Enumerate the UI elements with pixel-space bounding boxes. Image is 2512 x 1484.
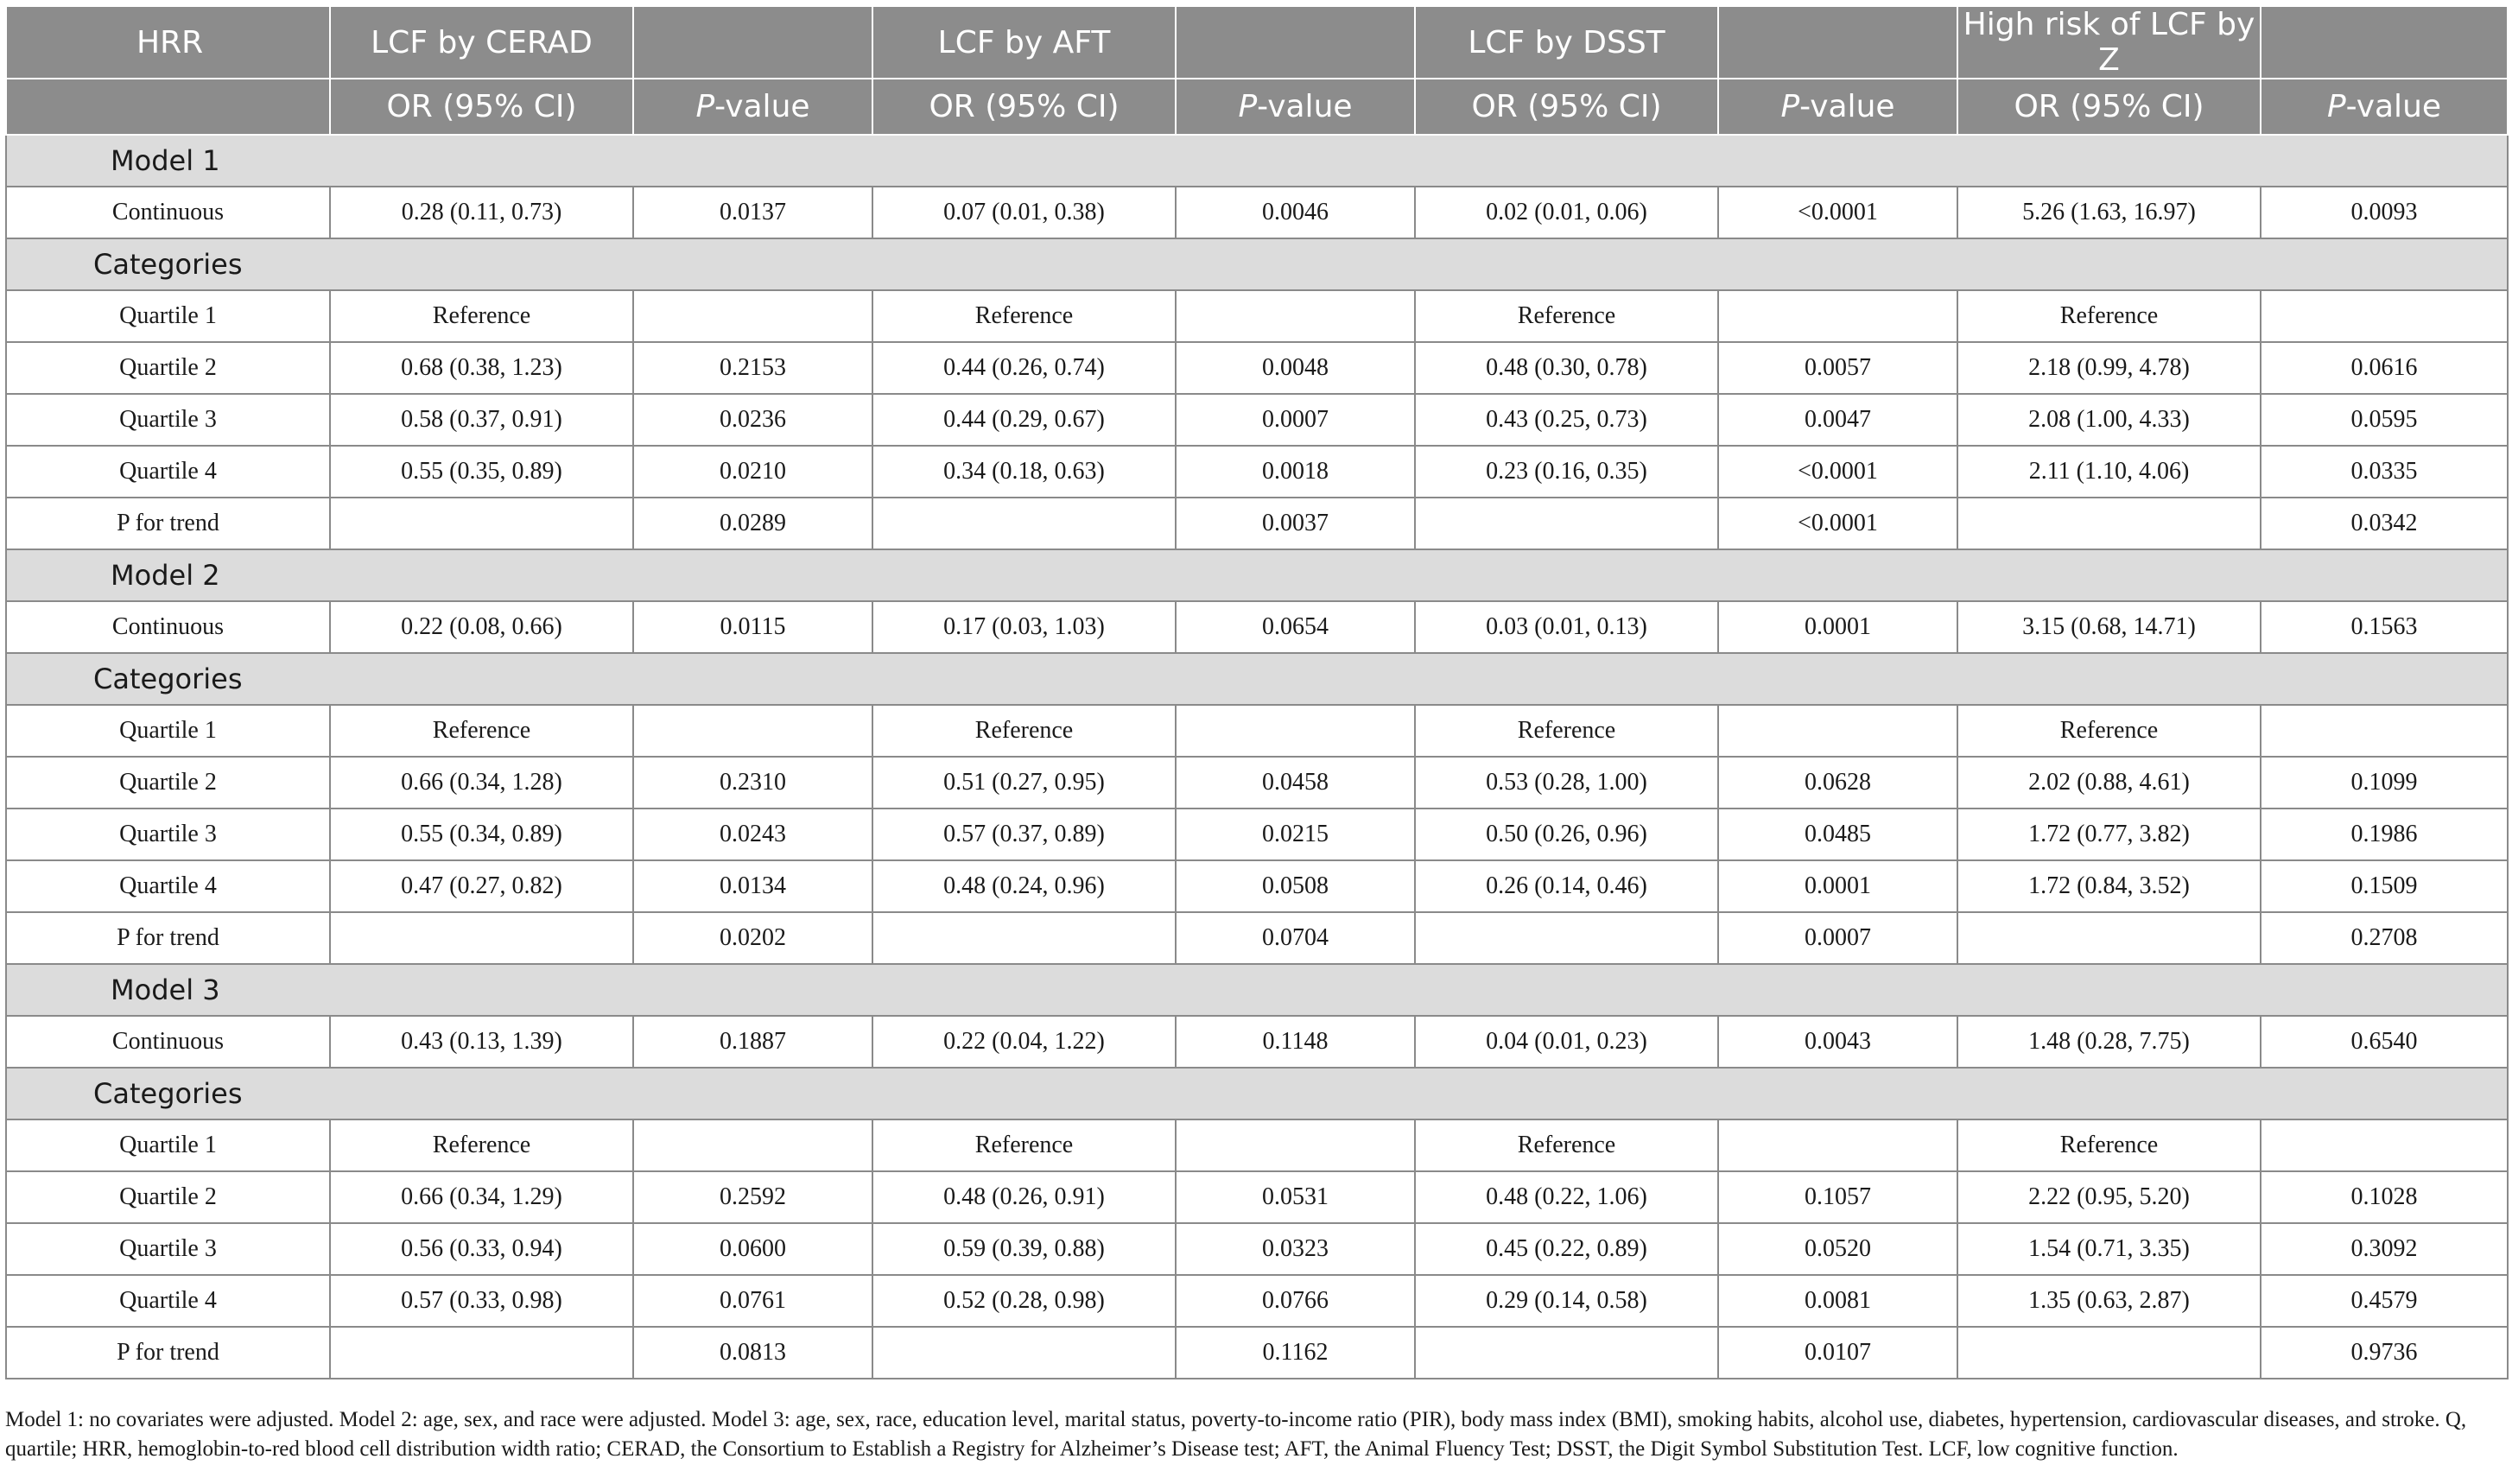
table-cell bbox=[1718, 705, 1957, 757]
table-cell: 0.23 (0.16, 0.35) bbox=[1415, 446, 1718, 498]
table-cell: 0.0202 bbox=[633, 912, 872, 964]
table-cell: 0.4579 bbox=[2261, 1275, 2508, 1327]
table-cell: 0.0335 bbox=[2261, 446, 2508, 498]
table-cell: 0.2592 bbox=[633, 1171, 872, 1223]
table-cell: 0.52 (0.28, 0.98) bbox=[872, 1275, 1176, 1327]
table-cell: 0.57 (0.37, 0.89) bbox=[872, 809, 1176, 860]
table-cell bbox=[633, 1119, 872, 1171]
row-label: Continuous bbox=[6, 1016, 330, 1068]
table-body bbox=[6, 135, 2508, 1379]
table-cell bbox=[1415, 1327, 1718, 1379]
table-cell: 0.07 (0.01, 0.38) bbox=[872, 187, 1176, 238]
table-cell: Reference bbox=[1957, 1119, 2261, 1171]
model-section bbox=[6, 549, 2508, 601]
p-suffix: -value bbox=[2345, 89, 2442, 124]
row-label: Quartile 2 bbox=[6, 1171, 330, 1223]
table-cell: 0.0654 bbox=[1176, 601, 1415, 653]
table-cell bbox=[330, 912, 633, 964]
table-cell: 1.72 (0.77, 3.82) bbox=[1957, 809, 2261, 860]
table-cell: 0.22 (0.08, 0.66) bbox=[330, 601, 633, 653]
table-cell: 0.0595 bbox=[2261, 394, 2508, 446]
table-cell: 2.02 (0.88, 4.61) bbox=[1957, 757, 2261, 809]
table-cell: 0.0093 bbox=[2261, 187, 2508, 238]
table-cell: 0.47 (0.27, 0.82) bbox=[330, 860, 633, 912]
table-cell: Reference bbox=[872, 290, 1176, 342]
model-section-label: Model 2 bbox=[6, 549, 2508, 601]
table-cell: 0.0037 bbox=[1176, 498, 1415, 549]
table-cell: Reference bbox=[1415, 705, 1718, 757]
table-cell: 0.48 (0.30, 0.78) bbox=[1415, 342, 1718, 394]
table-cell bbox=[2261, 1119, 2508, 1171]
table-cell: 0.1887 bbox=[633, 1016, 872, 1068]
p-letter: P bbox=[695, 89, 715, 124]
table-cell: 0.02 (0.01, 0.06) bbox=[1415, 187, 1718, 238]
table-cell: <0.0001 bbox=[1718, 187, 1957, 238]
table-cell: 0.0600 bbox=[633, 1223, 872, 1275]
table-cell: Reference bbox=[1957, 705, 2261, 757]
table-cell: 0.0616 bbox=[2261, 342, 2508, 394]
table-cell bbox=[2261, 290, 2508, 342]
row-label: P for trend bbox=[6, 912, 330, 964]
table-cell bbox=[1957, 498, 2261, 549]
row-label: Quartile 3 bbox=[6, 1223, 330, 1275]
table-cell: 0.0046 bbox=[1176, 187, 1415, 238]
table-cell: 0.1099 bbox=[2261, 757, 2508, 809]
table-row bbox=[6, 290, 2508, 342]
table-cell bbox=[633, 705, 872, 757]
table-row bbox=[6, 187, 2508, 238]
table-cell: 0.0057 bbox=[1718, 342, 1957, 394]
table-cell: 0.0458 bbox=[1176, 757, 1415, 809]
table-cell bbox=[1718, 290, 1957, 342]
table-cell: 0.0001 bbox=[1718, 601, 1957, 653]
table-cell: 5.26 (1.63, 16.97) bbox=[1957, 187, 2261, 238]
table-cell: 2.22 (0.95, 5.20) bbox=[1957, 1171, 2261, 1223]
table-cell: <0.0001 bbox=[1718, 446, 1957, 498]
table-cell: 0.48 (0.24, 0.96) bbox=[872, 860, 1176, 912]
table-row bbox=[6, 1016, 2508, 1068]
header-cell: LCF by DSST bbox=[1415, 6, 1718, 79]
table-cell: 0.17 (0.03, 1.03) bbox=[872, 601, 1176, 653]
table-cell: Reference bbox=[330, 290, 633, 342]
categories-section bbox=[6, 238, 2508, 290]
categories-section-label: Categories bbox=[6, 1068, 2508, 1119]
header-row-measures bbox=[6, 79, 2508, 135]
table-cell: 0.0001 bbox=[1718, 860, 1957, 912]
table-cell: 0.48 (0.26, 0.91) bbox=[872, 1171, 1176, 1223]
table-row bbox=[6, 342, 2508, 394]
p-suffix: -value bbox=[714, 89, 810, 124]
table-cell: 0.1986 bbox=[2261, 809, 2508, 860]
table-cell bbox=[1415, 912, 1718, 964]
table-cell: 0.0007 bbox=[1718, 912, 1957, 964]
table-cell bbox=[1176, 290, 1415, 342]
categories-section-label: Categories bbox=[6, 653, 2508, 705]
header-p-value bbox=[633, 79, 872, 135]
table-cell: <0.0001 bbox=[1718, 498, 1957, 549]
table-cell: 0.0215 bbox=[1176, 809, 1415, 860]
table-cell bbox=[1957, 912, 2261, 964]
row-label: Quartile 3 bbox=[6, 394, 330, 446]
table-cell: 3.15 (0.68, 14.71) bbox=[1957, 601, 2261, 653]
categories-section-label: Categories bbox=[6, 238, 2508, 290]
table-cell bbox=[633, 290, 872, 342]
table-row bbox=[6, 1327, 2508, 1379]
table-cell: 0.59 (0.39, 0.88) bbox=[872, 1223, 1176, 1275]
table-cell bbox=[1957, 1327, 2261, 1379]
header-p-value bbox=[2261, 79, 2508, 135]
table-cell: 0.0115 bbox=[633, 601, 872, 653]
row-label: P for trend bbox=[6, 1327, 330, 1379]
table-cell: 0.04 (0.01, 0.23) bbox=[1415, 1016, 1718, 1068]
table-cell: 1.35 (0.63, 2.87) bbox=[1957, 1275, 2261, 1327]
header-cell: High risk of LCF by Z bbox=[1957, 6, 2261, 79]
table-cell: 0.0210 bbox=[633, 446, 872, 498]
table-row bbox=[6, 1275, 2508, 1327]
table-cell: 2.11 (1.10, 4.06) bbox=[1957, 446, 2261, 498]
table-cell: 0.66 (0.34, 1.28) bbox=[330, 757, 633, 809]
table-cell bbox=[872, 912, 1176, 964]
table-cell: 0.6540 bbox=[2261, 1016, 2508, 1068]
table-cell: 0.0508 bbox=[1176, 860, 1415, 912]
table-cell: 0.0007 bbox=[1176, 394, 1415, 446]
table-row bbox=[6, 757, 2508, 809]
table-cell: 0.53 (0.28, 1.00) bbox=[1415, 757, 1718, 809]
table-row bbox=[6, 498, 2508, 549]
table-cell: 0.0289 bbox=[633, 498, 872, 549]
table-cell: 0.0323 bbox=[1176, 1223, 1415, 1275]
table-cell: 0.57 (0.33, 0.98) bbox=[330, 1275, 633, 1327]
row-label: P for trend bbox=[6, 498, 330, 549]
table-cell: 0.3092 bbox=[2261, 1223, 2508, 1275]
table-cell: 1.48 (0.28, 7.75) bbox=[1957, 1016, 2261, 1068]
table-cell bbox=[1176, 1119, 1415, 1171]
table-cell bbox=[872, 498, 1176, 549]
results-table bbox=[5, 5, 2509, 1379]
header-p-value bbox=[1718, 79, 1957, 135]
header-cell: OR (95% CI) bbox=[1957, 79, 2261, 135]
header-cell bbox=[6, 79, 330, 135]
table-cell: 0.1148 bbox=[1176, 1016, 1415, 1068]
table-cell: Reference bbox=[872, 705, 1176, 757]
header-cell bbox=[1176, 6, 1415, 79]
row-label: Quartile 4 bbox=[6, 446, 330, 498]
table-cell: 0.44 (0.29, 0.67) bbox=[872, 394, 1176, 446]
table-row bbox=[6, 1223, 2508, 1275]
p-suffix: -value bbox=[1799, 89, 1895, 124]
table-cell: 2.08 (1.00, 4.33) bbox=[1957, 394, 2261, 446]
categories-section bbox=[6, 653, 2508, 705]
table-cell: 0.2708 bbox=[2261, 912, 2508, 964]
table-cell: 0.9736 bbox=[2261, 1327, 2508, 1379]
table-cell: Reference bbox=[330, 1119, 633, 1171]
table-row bbox=[6, 912, 2508, 964]
table-row bbox=[6, 601, 2508, 653]
table-cell: 0.03 (0.01, 0.13) bbox=[1415, 601, 1718, 653]
model-section bbox=[6, 135, 2508, 187]
table-cell bbox=[330, 498, 633, 549]
table-cell bbox=[330, 1327, 633, 1379]
table-cell: 0.43 (0.13, 1.39) bbox=[330, 1016, 633, 1068]
table-cell: 0.0531 bbox=[1176, 1171, 1415, 1223]
table-cell: 0.68 (0.38, 1.23) bbox=[330, 342, 633, 394]
header-cell: OR (95% CI) bbox=[872, 79, 1176, 135]
table-cell: Reference bbox=[330, 705, 633, 757]
p-letter: P bbox=[1780, 89, 1800, 124]
table-cell bbox=[1176, 705, 1415, 757]
table-cell: 1.72 (0.84, 3.52) bbox=[1957, 860, 2261, 912]
table-header bbox=[6, 6, 2508, 135]
table-cell: 0.0766 bbox=[1176, 1275, 1415, 1327]
table-cell: 0.1028 bbox=[2261, 1171, 2508, 1223]
table-cell: 0.0081 bbox=[1718, 1275, 1957, 1327]
table-cell: Reference bbox=[872, 1119, 1176, 1171]
row-label: Continuous bbox=[6, 601, 330, 653]
table-cell: 0.0628 bbox=[1718, 757, 1957, 809]
table-cell: 0.0107 bbox=[1718, 1327, 1957, 1379]
table-cell: 0.0761 bbox=[633, 1275, 872, 1327]
model-section bbox=[6, 964, 2508, 1016]
row-label: Quartile 2 bbox=[6, 757, 330, 809]
table-cell: 0.22 (0.04, 1.22) bbox=[872, 1016, 1176, 1068]
table-cell: 0.0243 bbox=[633, 809, 872, 860]
table-cell: 0.0047 bbox=[1718, 394, 1957, 446]
table-cell bbox=[1718, 1119, 1957, 1171]
table-cell: 0.55 (0.35, 0.89) bbox=[330, 446, 633, 498]
table-cell: 0.0137 bbox=[633, 187, 872, 238]
model-section-label: Model 1 bbox=[6, 135, 2508, 187]
table-row bbox=[6, 446, 2508, 498]
table-cell: 0.0048 bbox=[1176, 342, 1415, 394]
header-cell bbox=[2261, 6, 2508, 79]
table-cell: 0.56 (0.33, 0.94) bbox=[330, 1223, 633, 1275]
table-row bbox=[6, 809, 2508, 860]
table-cell: 0.50 (0.26, 0.96) bbox=[1415, 809, 1718, 860]
row-label: Quartile 3 bbox=[6, 809, 330, 860]
table-cell: 0.0043 bbox=[1718, 1016, 1957, 1068]
table-cell: 0.51 (0.27, 0.95) bbox=[872, 757, 1176, 809]
table-cell: 0.1057 bbox=[1718, 1171, 1957, 1223]
header-cell: OR (95% CI) bbox=[330, 79, 633, 135]
table-cell: 0.29 (0.14, 0.58) bbox=[1415, 1275, 1718, 1327]
table-row bbox=[6, 1171, 2508, 1223]
table-cell: Reference bbox=[1415, 1119, 1718, 1171]
table-cell: 0.0236 bbox=[633, 394, 872, 446]
table-cell: 0.0520 bbox=[1718, 1223, 1957, 1275]
table-cell: 0.43 (0.25, 0.73) bbox=[1415, 394, 1718, 446]
table-cell: Reference bbox=[1957, 290, 2261, 342]
table-cell: 0.44 (0.26, 0.74) bbox=[872, 342, 1176, 394]
table-cell: 0.0134 bbox=[633, 860, 872, 912]
header-cell: OR (95% CI) bbox=[1415, 79, 1718, 135]
table-cell bbox=[2261, 705, 2508, 757]
table-cell: 0.0704 bbox=[1176, 912, 1415, 964]
header-cell: HRR bbox=[6, 6, 330, 79]
table-cell: 0.0813 bbox=[633, 1327, 872, 1379]
table-cell: 0.58 (0.37, 0.91) bbox=[330, 394, 633, 446]
header-cell: LCF by CERAD bbox=[330, 6, 633, 79]
table-row bbox=[6, 705, 2508, 757]
header-cell: LCF by AFT bbox=[872, 6, 1176, 79]
table-cell: 0.45 (0.22, 0.89) bbox=[1415, 1223, 1718, 1275]
categories-section bbox=[6, 1068, 2508, 1119]
table-cell: 0.0018 bbox=[1176, 446, 1415, 498]
row-label: Quartile 1 bbox=[6, 290, 330, 342]
header-row-groups bbox=[6, 6, 2508, 79]
header-p-value bbox=[1176, 79, 1415, 135]
row-label: Continuous bbox=[6, 187, 330, 238]
table-cell: 0.66 (0.34, 1.29) bbox=[330, 1171, 633, 1223]
results-table-container bbox=[5, 5, 2507, 1379]
table-cell: 0.2310 bbox=[633, 757, 872, 809]
table-cell: 0.55 (0.34, 0.89) bbox=[330, 809, 633, 860]
row-label: Quartile 1 bbox=[6, 1119, 330, 1171]
row-label: Quartile 4 bbox=[6, 1275, 330, 1327]
row-label: Quartile 4 bbox=[6, 860, 330, 912]
header-cell bbox=[1718, 6, 1957, 79]
p-letter: P bbox=[2326, 89, 2346, 124]
row-label: Quartile 1 bbox=[6, 705, 330, 757]
header-cell bbox=[633, 6, 872, 79]
p-suffix: -value bbox=[1257, 89, 1353, 124]
p-letter: P bbox=[1238, 89, 1258, 124]
table-cell: 0.2153 bbox=[633, 342, 872, 394]
table-footnote: Model 1: no covariates were adjusted. Model 2: age, sex, and race were adjusted. Model 3: age, sex, race, education level, marital status, poverty-to-income ratio (PIR), body mass index (BMI), smoking habits, alcohol use, diabetes, hypertension, cardiovascular diseases, and stroke. Q, quartile; HRR, hemoglobin-to-red blood cell distribution width ratio; CERAD, the Consortium to Establish a Registry for Alzheimer’s Disease test; AFT, the Animal Fluency Test; DSST, the Digit Symbol Substitution Test. LCF, low cognitive function. bbox=[5, 1408, 2467, 1461]
model-section-label: Model 3 bbox=[6, 964, 2508, 1016]
table-cell: 0.28 (0.11, 0.73) bbox=[330, 187, 633, 238]
table-cell bbox=[872, 1327, 1176, 1379]
table-row bbox=[6, 860, 2508, 912]
table-cell: 0.1563 bbox=[2261, 601, 2508, 653]
table-cell: 0.1162 bbox=[1176, 1327, 1415, 1379]
table-row bbox=[6, 394, 2508, 446]
table-cell: 0.48 (0.22, 1.06) bbox=[1415, 1171, 1718, 1223]
table-row bbox=[6, 1119, 2508, 1171]
table-cell: 0.26 (0.14, 0.46) bbox=[1415, 860, 1718, 912]
table-cell: 2.18 (0.99, 4.78) bbox=[1957, 342, 2261, 394]
table-cell: 1.54 (0.71, 3.35) bbox=[1957, 1223, 2261, 1275]
table-cell: 0.0485 bbox=[1718, 809, 1957, 860]
table-cell bbox=[1415, 498, 1718, 549]
table-cell: 0.34 (0.18, 0.63) bbox=[872, 446, 1176, 498]
table-cell: Reference bbox=[1415, 290, 1718, 342]
row-label: Quartile 2 bbox=[6, 342, 330, 394]
table-cell: 0.0342 bbox=[2261, 498, 2508, 549]
table-cell: 0.1509 bbox=[2261, 860, 2508, 912]
